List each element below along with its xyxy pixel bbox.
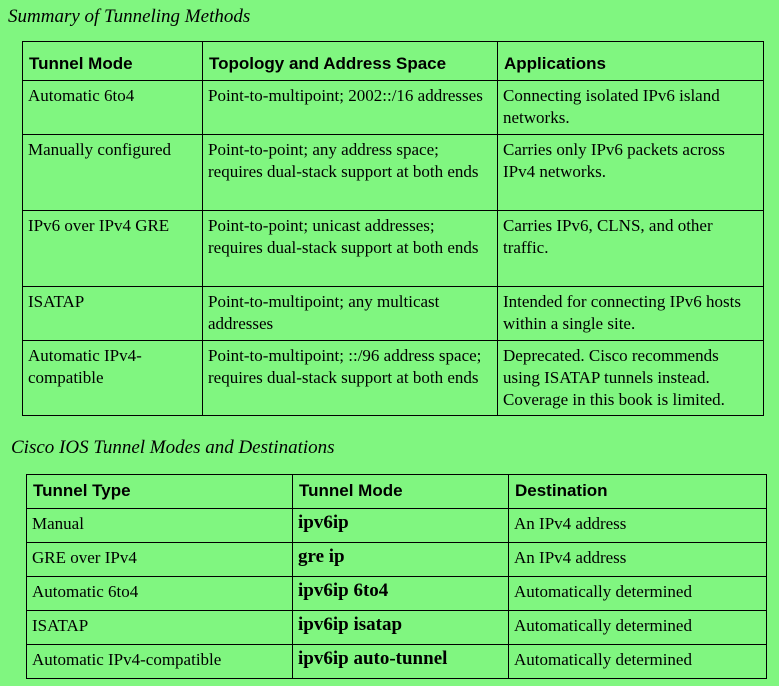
cell-topology: Point-to-point; unicast addresses; requires dual-stack support at both ends xyxy=(203,211,498,287)
table-row xyxy=(23,81,764,135)
cell-destination: An IPv4 address xyxy=(509,543,767,577)
header-destination: Destination xyxy=(509,475,767,509)
cell-tunnel-mode: gre ip xyxy=(293,543,509,577)
cell-tunnel-type: Manual xyxy=(27,509,293,543)
cell-applications: Carries IPv6, CLNS, and other traffic. xyxy=(498,211,764,287)
header-tunnel-mode: Tunnel Mode xyxy=(293,475,509,509)
cell-tunnel-type: Automatic 6to4 xyxy=(27,577,293,611)
cell-topology: Point-to-point; any address space; requires dual-stack support at both ends xyxy=(203,135,498,211)
cell-tunnel-type: ISATAP xyxy=(27,611,293,645)
cell-tunnel-mode: ipv6ip xyxy=(293,509,509,543)
cell-applications: Deprecated. Cisco recommends using ISATAP tunnels instead. Coverage in this book is limited. xyxy=(498,341,764,416)
cell-tunnel-mode: Automatic IPv4-compatible xyxy=(23,341,203,416)
cell-tunnel-mode: ipv6ip 6to4 xyxy=(293,577,509,611)
table-row xyxy=(23,341,764,416)
cell-tunnel-mode: ISATAP xyxy=(23,287,203,341)
cell-applications: Carries only IPv6 packets across IPv4 networks. xyxy=(498,135,764,211)
header-topology: Topology and Address Space xyxy=(203,42,498,81)
table-row xyxy=(27,543,767,577)
header-applications: Applications xyxy=(498,42,764,81)
header-tunnel-mode: Tunnel Mode xyxy=(23,42,203,81)
header-tunnel-type: Tunnel Type xyxy=(27,475,293,509)
table-row xyxy=(23,135,764,211)
table-row xyxy=(27,645,767,679)
cell-tunnel-mode: ipv6ip auto-tunnel xyxy=(293,645,509,679)
cell-tunnel-mode: IPv6 over IPv4 GRE xyxy=(23,211,203,287)
table-row xyxy=(27,509,767,543)
table-header-row xyxy=(23,42,764,81)
cell-topology: Point-to-multipoint; any multicast addresses xyxy=(203,287,498,341)
cell-applications: Connecting isolated IPv6 island networks. xyxy=(498,81,764,135)
cell-tunnel-mode: ipv6ip isatap xyxy=(293,611,509,645)
cell-tunnel-mode: Automatic 6to4 xyxy=(23,81,203,135)
table-row xyxy=(23,211,764,287)
tunnel-modes-destinations-table xyxy=(26,474,767,679)
cell-destination: Automatically determined xyxy=(509,645,767,679)
cell-destination: Automatically determined xyxy=(509,611,767,645)
tunneling-methods-table xyxy=(22,41,764,416)
cell-tunnel-type: Automatic IPv4-compatible xyxy=(27,645,293,679)
table-row xyxy=(27,577,767,611)
cell-destination: An IPv4 address xyxy=(509,509,767,543)
cell-tunnel-type: GRE over IPv4 xyxy=(27,543,293,577)
table2-caption: Cisco IOS Tunnel Modes and Destinations xyxy=(11,437,335,458)
table-row xyxy=(27,611,767,645)
table-row xyxy=(23,287,764,341)
cell-tunnel-mode: Manually configured xyxy=(23,135,203,211)
table-header-row xyxy=(27,475,767,509)
cell-topology: Point-to-multipoint; ::/96 address space; requires dual-stack support at both ends xyxy=(203,341,498,416)
table1-caption: Summary of Tunneling Methods xyxy=(8,6,251,27)
cell-destination: Automatically determined xyxy=(509,577,767,611)
cell-topology: Point-to-multipoint; 2002::/16 addresses xyxy=(203,81,498,135)
cell-applications: Intended for connecting IPv6 hosts within a single site. xyxy=(498,287,764,341)
